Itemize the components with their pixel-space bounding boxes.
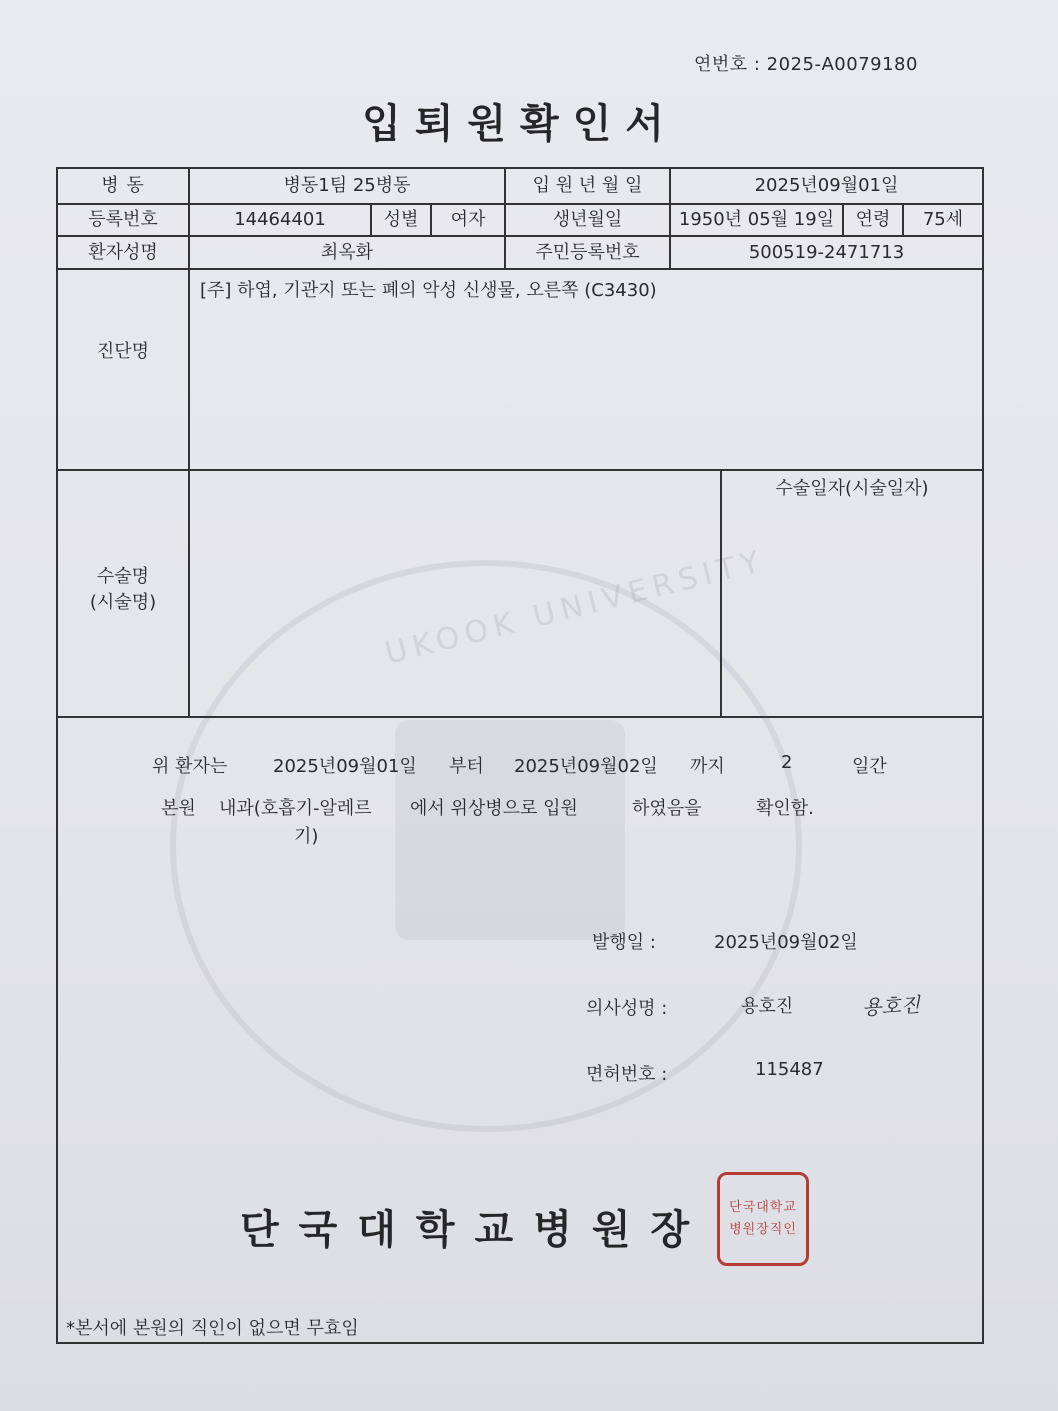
ward-value: 병동1팀 25병동 xyxy=(283,175,411,196)
rrn-value: 500519-2471713 xyxy=(748,242,905,263)
from-word: 부터 xyxy=(449,756,484,777)
birth-label: 생년월일 xyxy=(552,209,623,230)
surgery-label: 수술명 xyxy=(96,566,150,587)
surgery-label-sub: (시술명) xyxy=(89,592,157,613)
sex-value: 여자 xyxy=(450,209,486,230)
department-line2: 기) xyxy=(294,826,319,847)
diagnosis-label: 진단명 xyxy=(96,341,150,362)
license-value: 115487 xyxy=(755,1059,824,1080)
stay-to-date: 2025년09월02일 xyxy=(514,756,658,777)
issue-date-value: 2025년09월02일 xyxy=(714,932,858,953)
statement-tail3: 확인함. xyxy=(756,798,814,819)
license-label: 면허번호 : xyxy=(586,1064,668,1085)
doctor-name-value: 용호진 xyxy=(741,996,794,1017)
patient-name-label: 환자성명 xyxy=(88,242,158,263)
to-word: 까지 xyxy=(690,756,725,777)
doctor-name-label: 의사성명 : xyxy=(586,998,668,1019)
ward-label: 병 동 xyxy=(101,175,145,196)
validity-note: *본서에 본원의 직인이 없으면 무효임 xyxy=(66,1318,359,1339)
department-line1: 내과(호흡기-알레르 xyxy=(219,798,372,819)
birth-value: 1950년 05월 19일 xyxy=(678,209,835,230)
doctor-signature: 용호진 xyxy=(861,992,921,1020)
statement-tail1: 에서 위상병으로 입원 xyxy=(410,798,578,819)
rrn-label: 주민등록번호 xyxy=(535,242,640,263)
days-unit: 일간 xyxy=(852,756,887,777)
serial-number: 연번호 : 2025-A0079180 xyxy=(694,54,918,75)
age-value: 75세 xyxy=(922,209,964,230)
diagnosis-value: [주] 하엽, 기관지 또는 폐의 악성 신생물, 오른쪽 (C3430) xyxy=(200,280,657,301)
hospital-director: 단국대학교병원장 xyxy=(240,1207,710,1253)
stay-days: 2 xyxy=(781,752,793,773)
stay-from-date: 2025년09월01일 xyxy=(273,756,417,777)
admit-date-label: 입 원 년 월 일 xyxy=(532,175,643,196)
document-title: 입퇴원확인서 xyxy=(362,101,678,147)
admit-date-value: 2025년09월01일 xyxy=(754,175,899,196)
surgery-date-label: 수술일자(시술일자) xyxy=(775,478,929,499)
hospital-word: 본원 xyxy=(161,798,196,819)
patient-name-value: 최옥화 xyxy=(320,242,374,263)
statement-tail2: 하였음을 xyxy=(632,798,702,819)
registration-value: 14464401 xyxy=(234,209,326,230)
registration-label: 등록번호 xyxy=(88,209,158,230)
statement-prefix: 위 환자는 xyxy=(152,756,228,777)
watermark-text: UKOOK UNIVERSITY xyxy=(381,543,769,672)
sex-label: 성별 xyxy=(383,209,419,230)
official-seal-stamp: 단국대학교병원장직인 xyxy=(717,1172,809,1266)
issue-date-label: 발행일 : xyxy=(592,932,656,953)
age-label: 연령 xyxy=(855,209,891,230)
